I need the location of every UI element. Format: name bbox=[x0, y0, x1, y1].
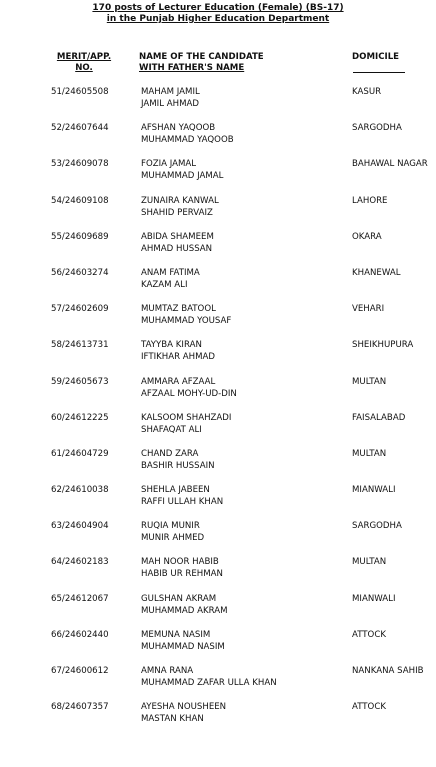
domicile: ATTOCK bbox=[352, 702, 386, 713]
candidate-name: TAYYBA KIRAN bbox=[141, 340, 202, 351]
merit-app-no: 64/24602183 bbox=[51, 557, 109, 568]
merit-app-no: 55/24609689 bbox=[51, 231, 109, 242]
name-header-line1: NAME OF THE CANDIDATE bbox=[139, 52, 264, 62]
candidate-name-block bbox=[141, 701, 226, 725]
candidate-list bbox=[0, 86, 436, 737]
domicile: SARGODHA bbox=[352, 521, 402, 532]
father-name: MUNIR AHMED bbox=[141, 533, 205, 544]
candidate-name-block bbox=[141, 231, 214, 255]
merit-app-no: 63/24604904 bbox=[51, 521, 109, 532]
candidate-name: RUQIA MUNIR bbox=[141, 521, 200, 532]
candidate-name-block bbox=[141, 412, 231, 436]
candidate-name-block bbox=[141, 448, 215, 472]
candidate-row bbox=[0, 593, 436, 629]
candidate-row bbox=[0, 158, 436, 194]
father-name: MUHAMMAD JAMAL bbox=[141, 171, 224, 182]
candidate-name: CHAND ZARA bbox=[141, 448, 199, 459]
candidate-name: AFSHAN YAQOOB bbox=[141, 123, 216, 134]
merit-app-no: 68/24607357 bbox=[51, 702, 109, 713]
candidate-row bbox=[0, 86, 436, 122]
merit-app-no: 51/24605508 bbox=[51, 87, 109, 97]
domicile: KASUR bbox=[352, 87, 382, 97]
father-name: MUHAMMAD NASIM bbox=[141, 641, 225, 652]
merit-app-no: 66/24602440 bbox=[51, 629, 109, 640]
merit-app-no: 62/24610038 bbox=[51, 485, 109, 496]
candidate-name-block bbox=[141, 556, 223, 580]
merit-app-no: 53/24609078 bbox=[51, 159, 109, 170]
candidate-row bbox=[0, 520, 436, 556]
candidate-name: GULSHAN AKRAM bbox=[141, 593, 217, 604]
father-name: MUHAMMAD YOUSAF bbox=[141, 316, 232, 327]
candidate-name-block bbox=[141, 339, 215, 363]
domicile-column-header: DOMICILE bbox=[352, 52, 400, 62]
merit-app-no: 60/24612225 bbox=[51, 412, 109, 423]
domicile-header-rule bbox=[353, 72, 405, 73]
merit-header-line1: MERIT/APP. bbox=[56, 52, 112, 62]
merit-app-no: 58/24613731 bbox=[51, 340, 109, 351]
candidate-name: ZUNAIRA KANWAL bbox=[141, 195, 219, 206]
candidate-name-block bbox=[141, 376, 237, 400]
name-header-line2: WITH FATHER'S NAME bbox=[139, 63, 245, 73]
name-column-header bbox=[139, 52, 264, 74]
document-subtitle: in the Punjab Higher Education Department bbox=[106, 14, 330, 24]
domicile: SHEIKHUPURA bbox=[352, 340, 414, 351]
candidate-row bbox=[0, 267, 436, 303]
candidate-name-block bbox=[141, 122, 234, 146]
domicile: FAISALABAD bbox=[352, 412, 406, 423]
candidate-name: MAH NOOR HABIB bbox=[141, 557, 219, 568]
merit-app-no: 52/24607644 bbox=[51, 123, 109, 134]
merit-app-no: 61/24604729 bbox=[51, 448, 109, 459]
father-name: BASHIR HUSSAIN bbox=[141, 460, 215, 471]
merit-app-no: 59/24605673 bbox=[51, 376, 109, 387]
domicile: SARGODHA bbox=[352, 123, 402, 134]
father-name: AHMAD HUSSAN bbox=[141, 243, 213, 254]
candidate-row bbox=[0, 303, 436, 339]
candidate-name: FOZIA JAMAL bbox=[141, 159, 197, 170]
domicile: ATTOCK bbox=[352, 629, 386, 640]
candidate-name: MEMUNA NASIM bbox=[141, 629, 211, 640]
candidate-name-block bbox=[141, 593, 228, 617]
candidate-row bbox=[0, 412, 436, 448]
merit-app-no: 65/24612067 bbox=[51, 593, 109, 604]
domicile: NANKANA SAHIB bbox=[352, 666, 424, 676]
candidate-name: ANAM FATIMA bbox=[141, 267, 200, 278]
candidate-name-block bbox=[141, 195, 219, 219]
candidate-name-block bbox=[141, 629, 225, 653]
candidate-row bbox=[0, 376, 436, 412]
domicile: MULTAN bbox=[352, 376, 387, 387]
candidate-row bbox=[0, 665, 436, 701]
domicile: BAHAWAL NAGAR bbox=[352, 159, 428, 170]
domicile: KHANEWAL bbox=[352, 267, 401, 278]
father-name: RAFFI ULLAH KHAN bbox=[141, 497, 224, 508]
candidate-row bbox=[0, 629, 436, 665]
father-name: MUHAMMAD AKRAM bbox=[141, 605, 228, 616]
father-name: SHAHID PERVAIZ bbox=[141, 207, 213, 218]
candidate-name: ABIDA SHAMEEM bbox=[141, 231, 214, 242]
candidate-row bbox=[0, 701, 436, 737]
domicile: MULTAN bbox=[352, 557, 387, 568]
merit-app-no: 56/24603274 bbox=[51, 267, 109, 278]
merit-header-line2: NO. bbox=[75, 63, 93, 73]
candidate-name: KALSOOM SHAHZADI bbox=[141, 412, 232, 423]
father-name: AFZAAL MOHY-UD-DIN bbox=[141, 388, 237, 399]
candidate-row bbox=[0, 339, 436, 375]
domicile: OKARA bbox=[352, 231, 382, 242]
candidate-row bbox=[0, 484, 436, 520]
candidate-row bbox=[0, 122, 436, 158]
candidate-name: AMNA RANA bbox=[141, 666, 194, 676]
merit-column-header bbox=[50, 52, 118, 74]
domicile: MULTAN bbox=[352, 448, 387, 459]
candidate-row bbox=[0, 231, 436, 267]
candidate-name: MUMTAZ BATOOL bbox=[141, 304, 216, 315]
candidate-row bbox=[0, 195, 436, 231]
domicile: MIANWALI bbox=[352, 593, 396, 604]
candidate-name-block bbox=[141, 267, 200, 291]
merit-app-no: 54/24609108 bbox=[51, 195, 109, 206]
domicile: LAHORE bbox=[352, 195, 388, 206]
candidate-name: AYESHA NOUSHEEN bbox=[141, 702, 227, 713]
father-name: IFTIKHAR AHMAD bbox=[141, 352, 216, 363]
candidate-name-block bbox=[141, 303, 231, 327]
father-name: KAZAM ALI bbox=[141, 279, 188, 290]
candidate-row bbox=[0, 448, 436, 484]
candidate-name: AMMARA AFZAAL bbox=[141, 376, 216, 387]
father-name: HABIB UR REHMAN bbox=[141, 569, 223, 580]
candidate-name: SHEHLA JABEEN bbox=[141, 485, 210, 496]
candidate-name-block bbox=[141, 86, 200, 110]
candidate-name-block bbox=[141, 158, 223, 182]
domicile: VEHARI bbox=[352, 304, 385, 315]
candidate-name-block bbox=[141, 665, 277, 689]
father-name: MUHAMMAD ZAFAR ULLA KHAN bbox=[141, 678, 277, 688]
merit-app-no: 57/24602609 bbox=[51, 304, 109, 315]
candidate-name-block bbox=[141, 484, 223, 508]
candidate-row bbox=[0, 556, 436, 592]
candidate-name-block bbox=[141, 520, 204, 544]
father-name: SHAFAQAT ALI bbox=[141, 424, 202, 435]
merit-app-no: 67/24600612 bbox=[51, 666, 109, 676]
father-name: MASTAN KHAN bbox=[141, 714, 204, 725]
father-name: MUHAMMAD YAQOOB bbox=[141, 135, 234, 146]
father-name: JAMIL AHMAD bbox=[141, 99, 199, 109]
document-title: 170 posts of Lecturer Education (Female) (BS-17) bbox=[92, 3, 344, 13]
domicile: MIANWALI bbox=[352, 485, 396, 496]
candidate-name: MAHAM JAMIL bbox=[141, 87, 200, 97]
